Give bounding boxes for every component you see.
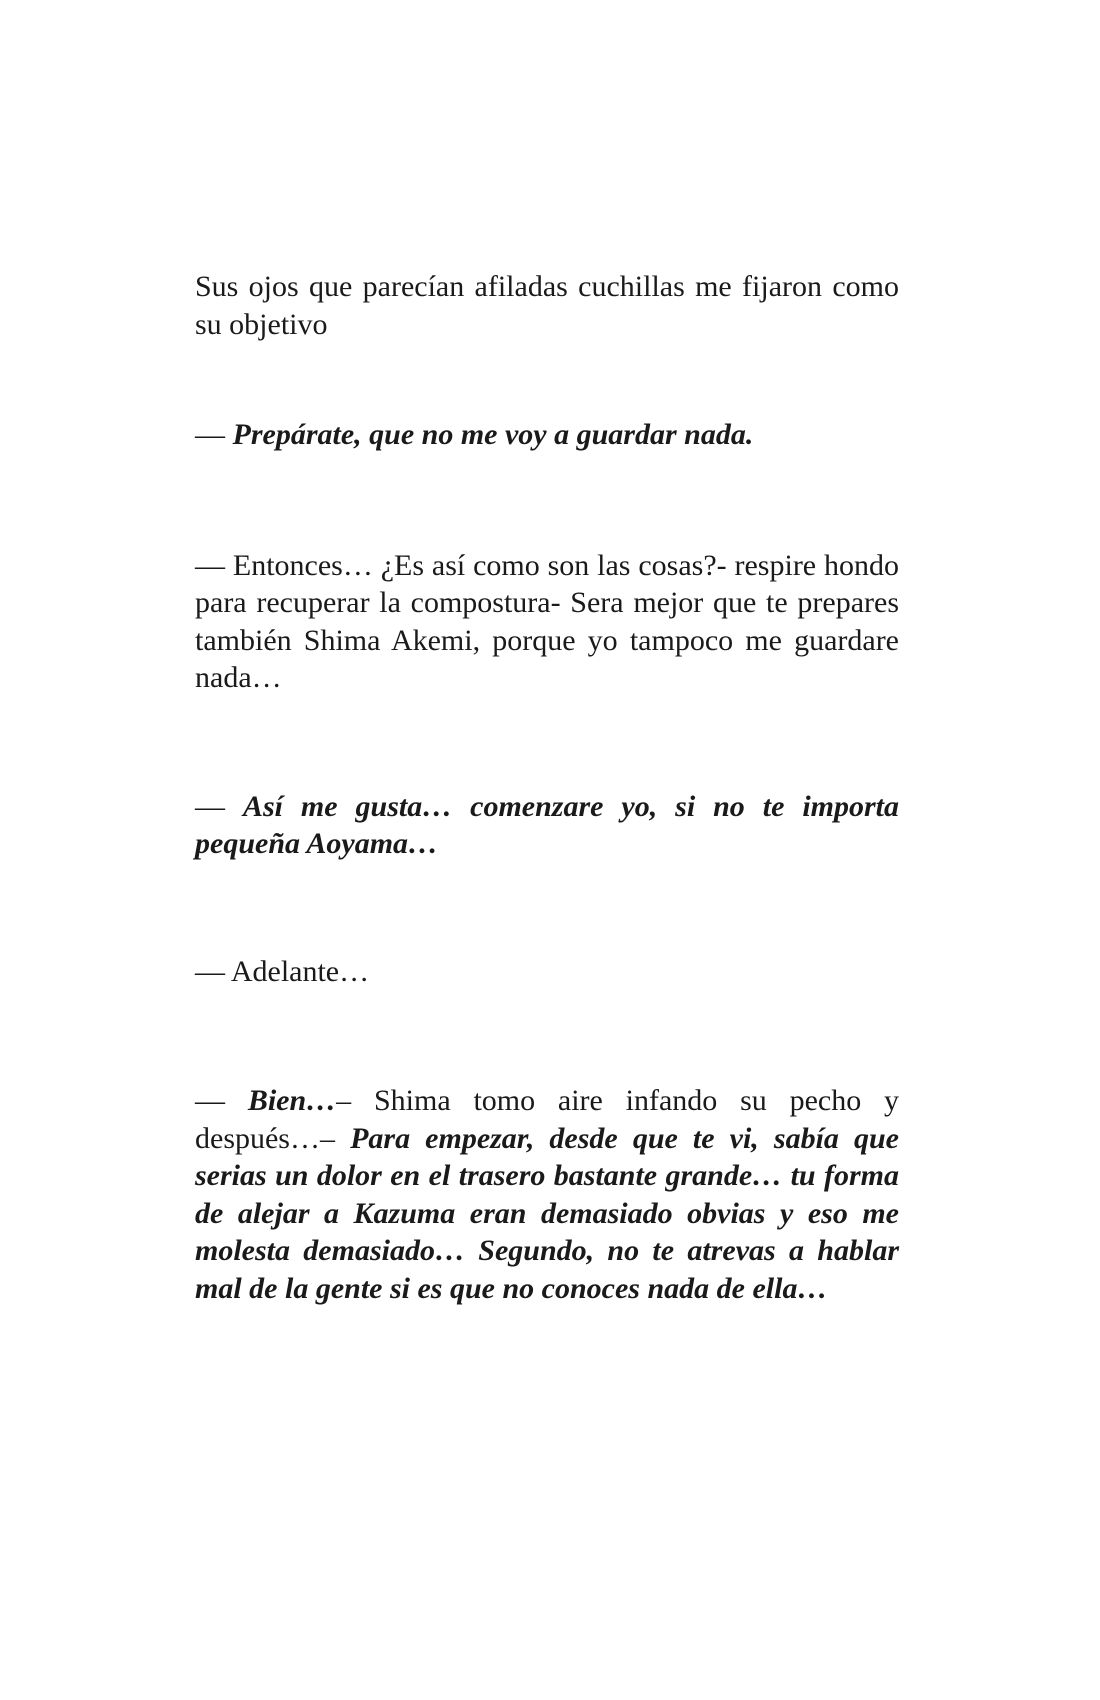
paragraph-2 bbox=[195, 416, 899, 454]
dialogue-text: — Adelante… bbox=[195, 954, 370, 988]
paragraph-5 bbox=[195, 953, 899, 991]
paragraph-4 bbox=[195, 788, 899, 863]
narration-text: Sus ojos que parecían afiladas cuchillas me fijaron como su objetivo bbox=[195, 270, 899, 341]
dialogue-text: — Entonces… ¿Es así como son las cosas?- respire hondo para recuperar la compostura- Sera mejor que te prepares también Shima Akemi, porque yo tampoco me guardare nada… bbox=[195, 548, 899, 694]
dialogue-emphasis: Bien… bbox=[247, 1084, 337, 1117]
dialogue-dash: — bbox=[195, 418, 233, 451]
dialogue-emphasis: Prepárate, que no me voy a guardar nada. bbox=[232, 418, 754, 451]
dialogue-emphasis: Así me gusta… comenzare yo, si no te importa pequeña Aoyama… bbox=[195, 789, 900, 860]
dialogue-dash: — bbox=[195, 789, 243, 823]
narration-text: – Shima tomo aire infando su pecho y después…– bbox=[195, 1084, 900, 1155]
dialogue-dash: — bbox=[195, 1084, 248, 1117]
paragraph-1 bbox=[195, 268, 899, 343]
paragraph-6 bbox=[195, 1082, 899, 1307]
dialogue-emphasis: Para empezar, desde que te vi, sabía que serias un dolor en el trasero bastante grande… tu forma de alejar a Kazuma eran demasiado obvias y eso me molesta demasiado… Segundo, no te atrevas a hablar mal de la gente si es que no conoces nada de ella… bbox=[195, 1121, 899, 1305]
page-body bbox=[195, 268, 899, 1307]
paragraph-3 bbox=[195, 547, 899, 697]
